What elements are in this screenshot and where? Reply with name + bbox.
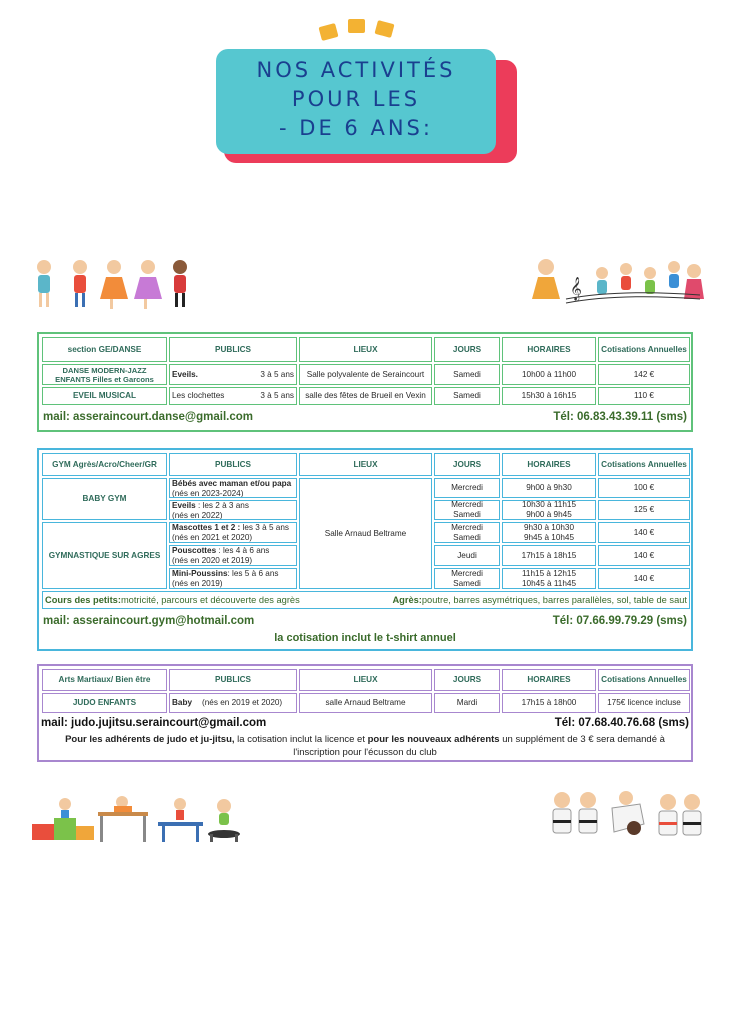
horaire-text: 10h45 à 11h45 [521,578,577,588]
cotisation-text: 175€ licence incluse [607,698,681,707]
cotisation-cell [598,693,690,713]
agres-text: poutre, barres asymétriques, barres parallèles, sol, table de saut [421,595,687,605]
child-figure [134,260,162,309]
header-label: JOURS [452,675,482,684]
section-label: GYMNASTIQUE SUR AGRES [48,550,161,560]
jour-cell [434,693,500,713]
cotisation-cell [598,545,690,566]
horaire-text: 10h30 à 11h15 [521,500,577,509]
cotisation-cell [598,364,690,385]
public-cell [169,545,297,566]
jour-cell [434,545,500,566]
child-figure [596,267,608,294]
horaire-cell [502,545,596,566]
horaire-text: 9h45 à 10h45 [523,532,575,542]
header-label: Cotisations Annuelles [601,344,687,354]
judoka-figure [659,794,677,835]
judo-mail[interactable]: mail: judo.jujitsu.seraincourt@gmail.com [41,717,267,729]
horaire-text: 17h15 à 18h00 [521,698,577,707]
horaire-cell [502,364,596,385]
jour-cell [434,522,500,543]
judoka-figure [579,792,597,833]
public-age: 3 à 5 ans [260,369,294,379]
title-line-3: - DE 6 ANS: [279,116,433,140]
public-years: (nés en 2023-2024) [172,489,244,498]
cotisation-cell [598,568,690,589]
public-name: Mascottes 1 et 2 : [172,523,241,532]
header-publics [169,453,297,476]
note-text: la cotisation inclut la licence et [234,734,368,745]
section-baby-gym [42,478,167,520]
horaire-text: 15h30 à 16h15 [521,391,577,400]
lieu-cell [299,387,432,405]
horaire-text: 9h00 à 9h30 [526,483,572,492]
header-label: LIEUX [353,459,378,469]
public-cell [169,568,297,589]
public-age: 3 à 5 ans [260,391,294,400]
jour-text: Mercredi [451,500,483,509]
trampoline-shape [208,830,240,842]
child-figure [644,267,656,294]
header-label: JOURS [452,459,482,469]
header-section [42,453,167,476]
agres-label: Agrès: [392,595,422,605]
public-age: les 3 à 5 ans [240,523,289,532]
public-name: Pouscottes [172,546,217,555]
lieu-text: salle Arnaud Beltrame [325,698,406,707]
public-years: (nés en 2022) [172,511,223,520]
lieu-text: salle des fêtes de Brueil en Vexin [305,391,426,400]
cotisation-text: 110 € [634,391,654,400]
page-title [216,56,496,143]
judo-note-line-1 [39,734,691,745]
cotisation-text: 142 € [633,369,655,379]
public-age: : les 2 à 3 ans [195,501,249,510]
horaire-cell [502,693,596,713]
public-name: Eveils [172,501,196,510]
section-judo-enfants [42,693,167,713]
public-years: (nés en 2020 et 2019) [172,556,253,565]
section-label: DANSE MODERN-JAZZ [62,365,147,375]
dancing-children-illustration-left [30,255,195,315]
danse-phone[interactable]: Tél: 06.83.43.39.11 (sms) [553,411,687,423]
gym-section [37,448,693,651]
header-jours [434,453,500,476]
music-children-illustration-right [530,255,705,313]
public-cell [169,478,297,498]
horaire-text: 17h15 à 18h15 [521,550,577,560]
header-horaires [502,453,596,476]
cotisation-cell [598,478,690,498]
lieu-text: Salle Arnaud Beltrame [324,528,407,538]
public-name: Baby [172,698,193,707]
horaire-cell [502,500,596,520]
section-label: JUDO ENFANTS [72,698,137,707]
public-cell [169,693,297,713]
lieu-cell [299,693,432,713]
public-years: (nés en 2021 et 2020) [172,533,253,542]
child-figure [620,263,632,290]
child-figure [73,260,87,307]
decorative-dash [374,20,394,38]
header-jours [434,669,500,691]
decorative-dash [318,23,338,41]
public-age: (nés en 2019 et 2020) [202,698,283,707]
decorative-dash [348,19,365,33]
jour-text: Samedi [453,532,481,542]
gym-info-row [42,591,690,609]
horaire-cell [502,522,596,543]
jour-text: Mercredi [451,522,483,532]
gym-phone[interactable]: Tél: 07.66.99.79.29 (sms) [552,615,687,627]
jour-text: Mercredi [451,568,483,578]
header-label: PUBLICS [215,459,251,469]
header-lieux [299,337,432,362]
public-cell [169,500,297,520]
header-lieux [299,453,432,476]
horaire-text: 10h00 à 11h00 [521,369,577,379]
section-label: EVEIL MUSICAL [72,391,137,400]
jour-cell [434,478,500,498]
public-age: : les 4 à 6 ans [216,546,270,555]
jour-text: Samedi [453,391,481,400]
balance-beam-shape [158,822,203,842]
jour-text: Mercredi [451,483,483,492]
public-cell [169,522,297,543]
child-figure [532,259,560,299]
lieu-text: Salle polyvalente de Seraincourt [306,369,425,379]
public-years: (nés en 2019) [172,579,223,588]
horaire-cell [502,568,596,589]
horaire-cell [502,387,596,405]
header-label: JOURS [452,344,482,354]
jour-cell [434,500,500,520]
header-label: HORAIRES [527,459,571,469]
gym-equipment-illustration [30,794,245,846]
lieu-cell [299,478,432,589]
header-label: PUBLICS [215,344,251,354]
cours-label: Cours des petits: [45,595,121,605]
note-bold: Pour les adhérents de judo et ju-jitsu, [65,734,235,745]
header-label: Cotisations Annuelles [601,675,687,684]
judoka-figure [612,791,644,835]
header-publics [169,337,297,362]
header-label: Arts Martiaux/ Bien être [58,675,151,684]
header-section [42,337,167,362]
public-name: Les clochettes [172,391,225,400]
judoka-figure [683,794,701,835]
header-section [42,669,167,691]
child-figure [668,261,680,288]
title-line-1: NOS ACTIVITÉS [256,58,456,82]
danse-section [37,332,693,432]
gym-mail[interactable]: mail: asseraincourt.gym@hotmail.com [43,615,255,627]
section-label: ENFANTS Filles et Garcons [55,374,154,384]
section-eveil-musical [42,387,167,405]
child-figure [59,798,71,818]
jour-cell [434,364,500,385]
horaire-text: 11h15 à 12h15 [521,568,577,578]
header-label: section GE/DANSE [67,344,142,354]
header-lieux [299,669,432,691]
cotisation-text: 140 € [633,550,655,560]
child-figure [100,260,128,309]
horaire-cell [502,478,596,498]
header-label: PUBLICS [215,675,251,684]
header-horaires [502,337,596,362]
header-cotisations [598,669,690,691]
child-figure [173,260,187,307]
judo-section [37,664,693,762]
cours-text: motricité, parcours et découverte des agrès [120,595,300,605]
header-label: LIEUX [353,675,378,684]
note-bold: pour les nouveaux adhérents [367,734,500,745]
section-label: BABY GYM [82,494,127,503]
child-figure [217,799,231,825]
gym-mat-shape [32,818,94,840]
jour-text: Samedi [453,369,481,379]
judo-note-line-2: l'inscription pour l'écusson du club [293,747,437,758]
judo-phone[interactable]: Tél: 07.68.40.76.68 (sms) [554,717,689,729]
lieu-cell [299,364,432,385]
danse-mail[interactable]: mail: asseraincourt.danse@gmail.com [43,411,253,423]
public-name: Bébés avec maman et/ou papa [172,479,292,488]
public-name: Mini-Poussins [172,569,228,578]
header-cotisations [598,453,690,476]
jour-text: Mardi [456,698,478,707]
jour-text: Jeudi [457,550,477,560]
parallel-bars-shape [98,812,148,842]
jour-cell [434,568,500,589]
judoka-figure [553,792,571,833]
cotisation-text: 140 € [633,527,655,537]
title-line-2: POUR LES [291,87,421,111]
public-name: Eveils. [172,369,198,379]
header-label: GYM Agrès/Acro/Cheer/GR [52,459,157,469]
header-jours [434,337,500,362]
cotisation-cell [598,500,690,520]
header-cotisations [598,337,690,362]
public-age: : les 5 à 6 ans [227,569,279,578]
cotisation-text: 140 € [633,573,655,583]
public-cell [169,387,297,405]
child-figure [37,260,51,307]
jour-cell [434,387,500,405]
horaire-text: 9h30 à 10h30 [523,522,575,532]
header-publics [169,669,297,691]
note-text: un supplément de 3 € sera demandé à [499,734,665,745]
section-gymnastique-agres [42,522,167,589]
judo-illustration [548,788,703,846]
cotisation-text: 125 € [633,505,655,514]
header-label: HORAIRES [527,344,571,354]
jour-text: Samedi [453,510,481,519]
treble-clef-icon: 𝄞 [570,276,582,300]
header-label: Cotisations Annuelles [601,459,687,469]
gym-tshirt-note: la cotisation inclut le t-shirt annuel [274,632,456,644]
cotisation-cell [598,387,690,405]
header-horaires [502,669,596,691]
child-figure [114,796,132,812]
horaire-text: 9h00 à 9h45 [526,510,572,519]
header-label: HORAIRES [527,675,571,684]
child-figure [174,798,186,820]
header-label: LIEUX [353,344,378,354]
section-danse-modern-jazz [42,364,167,385]
cotisation-text: 100 € [633,483,655,492]
cotisation-cell [598,522,690,543]
jour-text: Samedi [453,578,481,588]
public-cell [169,364,297,385]
